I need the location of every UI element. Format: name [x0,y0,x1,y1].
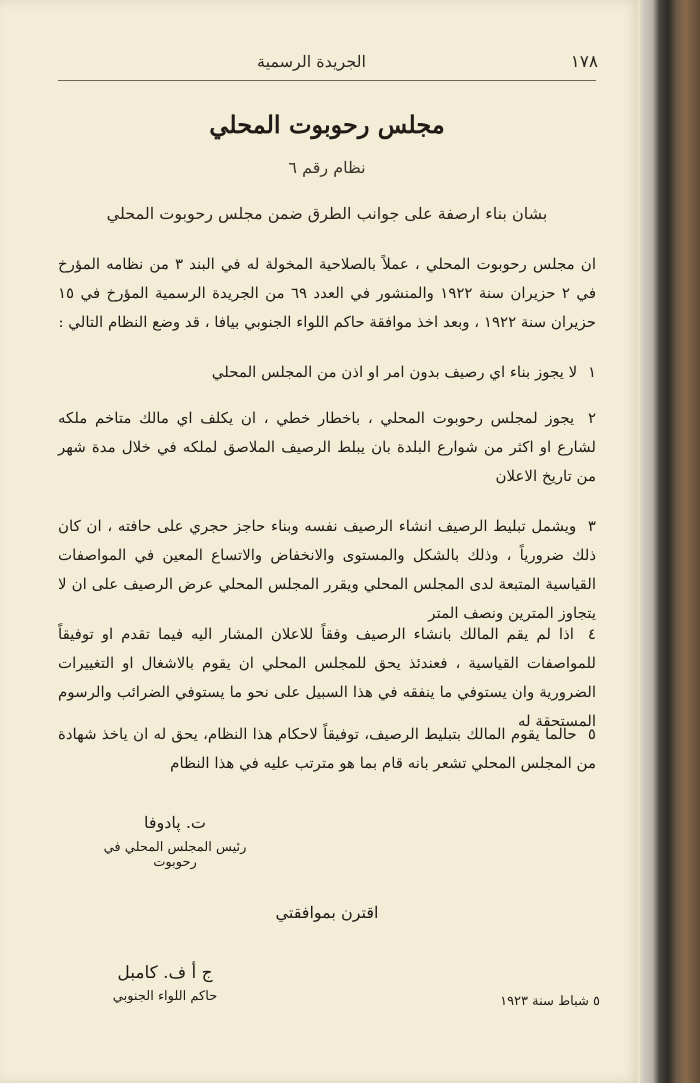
council-chair-signature [90,813,260,870]
district-governor-signature [90,963,240,1004]
approval-line: اقترن بموافقتي [275,903,379,922]
article-3 [58,512,596,628]
signatory-name: ت. پادوفا [144,813,206,832]
regulation-number: نظام رقم ٦ [288,158,366,177]
gazette-title: الجريدة الرسمية [256,52,366,71]
page-number: ١٧٨ [570,52,598,72]
document-date: ٥ شباط سنة ١٩٢٣ [500,994,600,1009]
page-header [58,52,598,82]
article-text: اذا لم يقم المالك بانشاء الرصيف وفقاً للاعلان المشار اليه فيما تقدم او توفيقاً للمواصفات القياسية ، فعندئذ يحق للمجلس المحلي ان يقوم بالاشغال او التغييرات الضرورية وان يستوفي ما ينفقه في هذا السبيل على نحو ما يستوفي الضرائب والرسوم المستحقة له [58,625,596,730]
article-4 [58,620,596,736]
signatory-role: رئيس المجلس المحلي في رحوبوت [103,840,247,870]
article-text: حالما يقوم المالك بتبليط الرصيف، توفيقاً لاحكام هذا النظام، يحق له ان ياخذ شهادة من المجلس المحلي تشعر بانه قام بما هو مترتب عليه في هذا النظام [58,725,596,772]
book-spine [642,0,700,1083]
article-5 [58,720,596,778]
article-number: ٢ [587,409,596,427]
article-text: ويشمل تبليط الرصيف انشاء الرصيف نفسه وبناء حاجز حجري على حافته ، ان كان ذلك ضرورياً ، وذلك بالشكل والمستوى والانخفاض والاتساع المعين في المواصفات القياسية المتبعة لدى المجلس المحلي ويقرر المجلس المحلي عرض الرصيف على ان لا يتجاوز المترين ونصف المتر [58,517,596,622]
article-number: ١ [587,363,596,381]
signatory-role: حاكم اللواء الجنوبي [112,989,218,1004]
article-text: يجوز لمجلس رحوبوت المحلي ، باخطار خطي ، ان يكلف اي مالك متاخم ملكه لشارع او اكثر من شوارع البلدة بان يبلط الرصيف الملاصق لملكه في خلال مدة شهر من تاريخ الاعلان [58,409,596,485]
intro-paragraph: ان مجلس رحوبوت المحلي ، عملاً بالصلاحية المخولة له في البند ٣ من نظامه المؤرخ في ٢ حزيران سنة ١٩٢٢ والمنشور في العدد ٦٩ من الجريدة الرسمية المؤرخ في ١٥ حزيران سنة ١٩٢٢ ، وبعد اخذ موافقة حاكم اللواء الجنوبي بيافا ، قد وضع النظام التالي : [58,255,597,331]
article-2 [58,404,596,491]
regulation-subject: بشان بناء ارصفة على جوانب الطرق ضمن مجلس رحوبوت المحلي [106,204,548,223]
article-text: لا يجوز بناء اي رصيف بدون امر او اذن من المجلس المحلي [211,363,578,381]
header-rule [58,80,596,81]
article-number: ٤ [587,625,596,643]
signatory-name: ج أ ف. كامبل [117,963,213,983]
article-number: ٣ [587,517,596,535]
article-number: ٥ [587,725,596,743]
article-1 [58,358,596,387]
council-title: مجلس رحوبوت المحلي [209,110,445,139]
